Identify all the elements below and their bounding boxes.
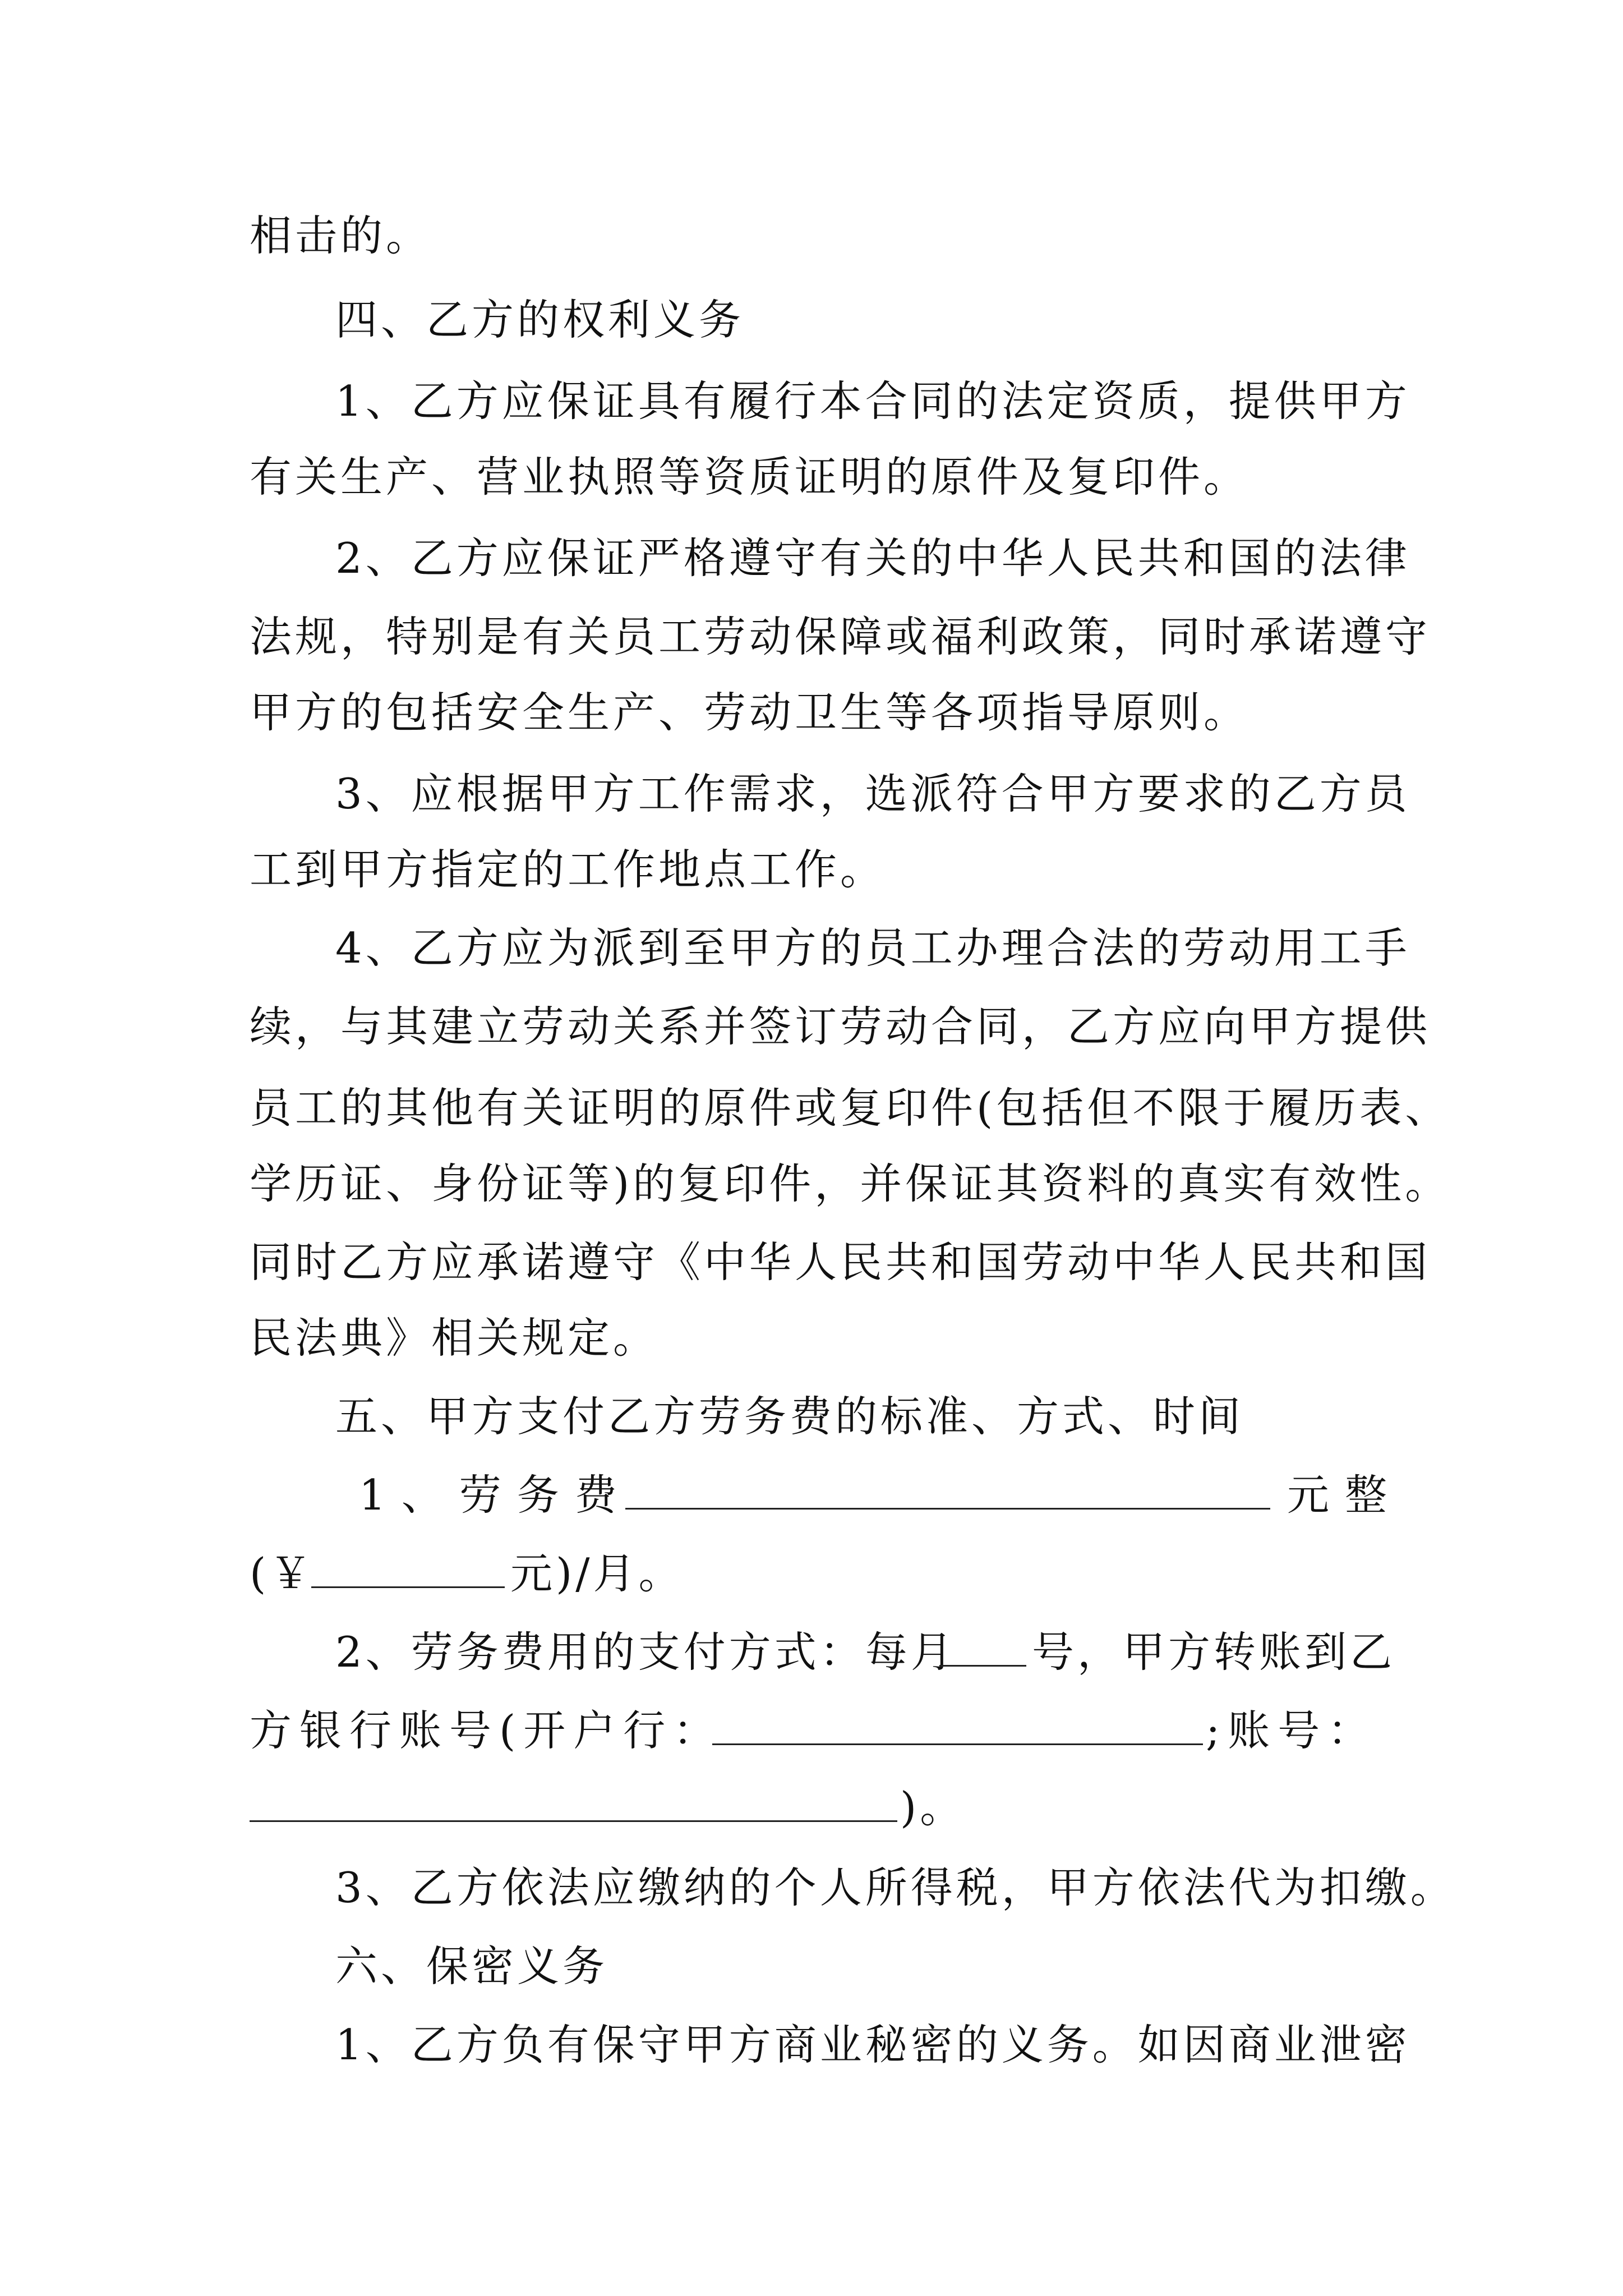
paragraph-line: 续，与其建立劳动关系并签订劳动合同，乙方应向甲方提供 bbox=[250, 1002, 1431, 1051]
fee-suffix: 元整 bbox=[1287, 1470, 1403, 1520]
payment-line-prefix: 2、劳务费用的支付方式：每月 bbox=[335, 1627, 956, 1677]
fee-amount-suffix: 元)/月。 bbox=[510, 1549, 684, 1598]
paragraph-line: 同时乙方应承诺遵守《中华人民共和国劳动中华人民共和国 bbox=[250, 1237, 1431, 1287]
paragraph-line: 1、乙方负有保守甲方商业秘密的义务。如因商业泄密 bbox=[335, 2020, 1410, 2069]
paragraph-line: 甲方的包括安全生产、劳动卫生等各项指导原则。 bbox=[250, 688, 1249, 737]
payment-day-blank bbox=[939, 1626, 1026, 1667]
paragraph-line: 相击的。 bbox=[250, 211, 432, 260]
paragraph-line: 4、乙方应为派到至甲方的员工办理合法的劳动用工手 bbox=[335, 923, 1410, 973]
paragraph-line: 2、乙方应保证严格遵守有关的中华人民共和国的法律 bbox=[335, 533, 1410, 583]
paragraph-line: 学历证、身份证等)的复印件，并保证其资料的真实有效性。 bbox=[250, 1159, 1451, 1208]
paragraph-line: 工到甲方指定的工作地点工作。 bbox=[250, 845, 886, 894]
paragraph-line: 民法典》相关规定。 bbox=[250, 1313, 659, 1363]
section-heading: 四、乙方的权利义务 bbox=[335, 295, 745, 344]
bank-line-prefix: 方银行账号(开户行： bbox=[250, 1706, 723, 1755]
section-heading: 五、甲方支付乙方劳务费的标准、方式、时间 bbox=[335, 1392, 1244, 1441]
bank-line-suffix: ;账号： bbox=[1206, 1706, 1378, 1755]
account-number-blank bbox=[250, 1781, 897, 1822]
paragraph-line: 法规，特别是有关员工劳动保障或福利政策，同时承诺遵守 bbox=[250, 612, 1431, 661]
fee-amount-blank bbox=[311, 1547, 505, 1588]
payment-line-suffix: 号，甲方转账到乙 bbox=[1032, 1627, 1396, 1677]
fee-amount-prefix: (￥ bbox=[250, 1549, 315, 1598]
bank-name-blank bbox=[712, 1704, 1203, 1745]
paragraph-line: 员工的其他有关证明的原件或复印件(包括但不限于履历表、 bbox=[250, 1083, 1451, 1133]
paragraph-line: 1、乙方应保证具有履行本合同的法定资质，提供甲方 bbox=[335, 376, 1410, 426]
section-heading: 六、保密义务 bbox=[335, 1941, 608, 1991]
fee-label: 1、劳务费 bbox=[359, 1470, 633, 1520]
fee-blank bbox=[625, 1469, 1270, 1510]
fee-line bbox=[359, 1467, 633, 1523]
paragraph-line: 3、应根据甲方工作需求，选派符合甲方要求的乙方员 bbox=[335, 769, 1410, 818]
paragraph-line: 有关生产、营业执照等资质证明的原件及复印件。 bbox=[250, 452, 1249, 501]
account-line-suffix: )。 bbox=[900, 1783, 966, 1832]
paragraph-line: 3、乙方依法应缴纳的个人所得税，甲方依法代为扣缴。 bbox=[335, 1863, 1456, 1912]
